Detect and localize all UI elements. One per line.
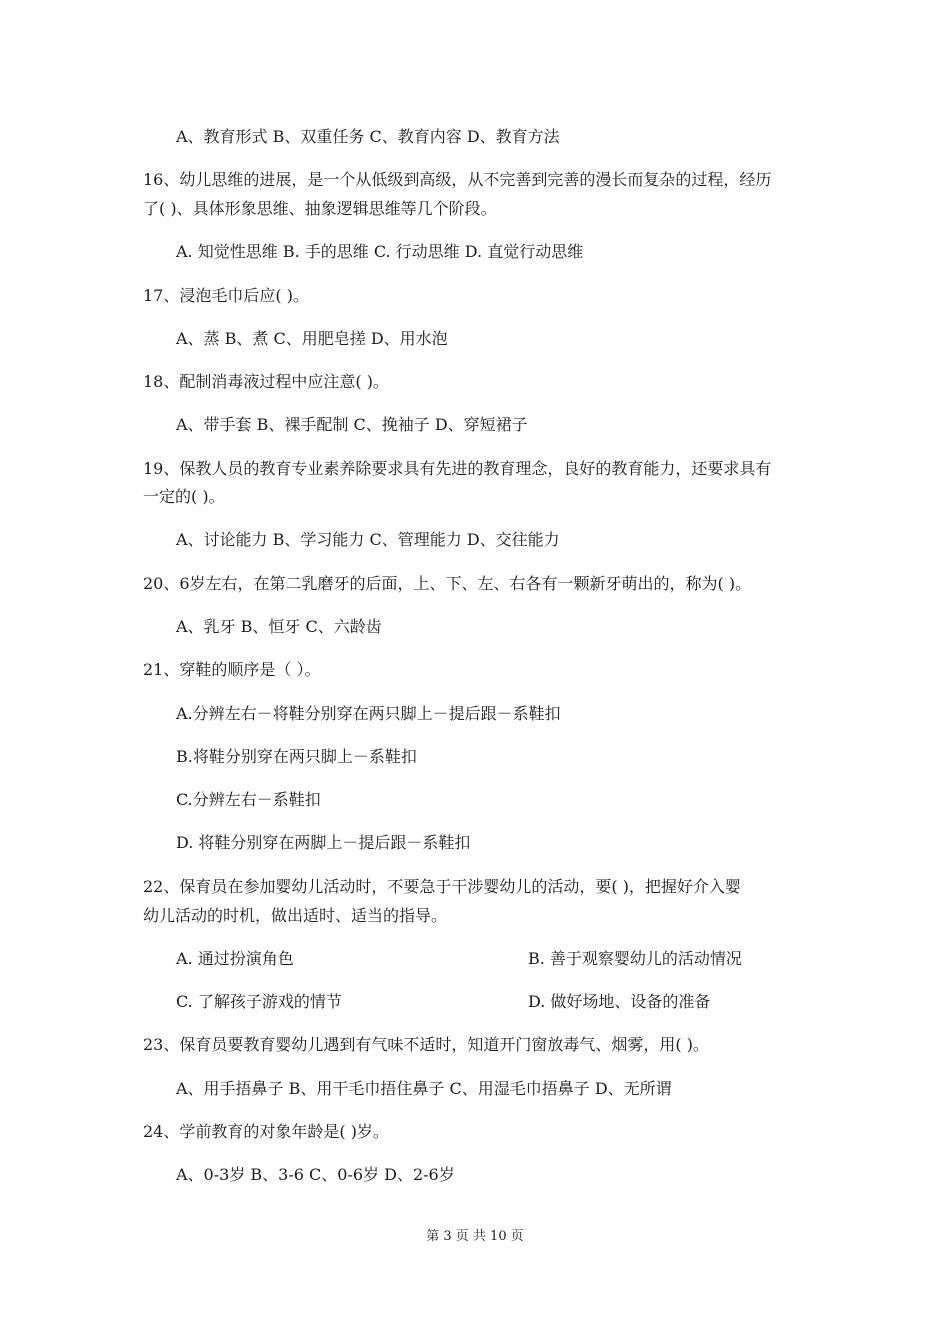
q21-stem: 21、穿鞋的顺序是（ ）。 [143, 660, 321, 679]
q22-option-d: D. 做好场地、设备的准备 [528, 992, 711, 1011]
q24-stem: 24、学前教育的对象年龄是( )岁。 [143, 1122, 389, 1141]
q16-options: A. 知觉性思维 B. 手的思维 C. 行动思维 D. 直觉行动思维 [176, 242, 584, 261]
q22-option-a: A. 通过扮演角色 [176, 949, 294, 968]
page-footer: 第 3 页 共 10 页 [426, 1229, 524, 1244]
q19-options: A、讨论能力 B、学习能力 C、管理能力 D、交往能力 [176, 530, 560, 549]
q21-option-a: A.分辨左右－将鞋分别穿在两只脚上－提后跟－系鞋扣 [176, 704, 561, 723]
q16-stem-line1: 16、幼儿思维的进展，是一个从低级到高级，从不完善到完善的漫长而复杂的过程，经历 [143, 170, 772, 189]
q18-stem: 18、配制消毒液过程中应注意( )。 [143, 372, 389, 391]
q18-options: A、带手套 B、裸手配制 C、挽袖子 D、穿短裙子 [176, 415, 528, 434]
q17-options: A、蒸 B、煮 C、用肥皂搓 D、用水泡 [176, 329, 448, 348]
q21-option-c: C.分辨左右－系鞋扣 [176, 790, 321, 809]
q23-stem: 23、保育员要教育婴幼儿遇到有气味不适时，知道开门窗放毒气、烟雾，用( )。 [143, 1035, 709, 1054]
q22-stem-line1: 22、保育员在参加婴幼儿活动时，不要急于干涉婴幼儿的活动，要( )，把握好介入婴 [143, 877, 741, 896]
q19-stem-line1: 19、保教人员的教育专业素养除要求具有先进的教育理念，良好的教育能力，还要求具有 [143, 459, 772, 478]
q21-option-b: B.将鞋分别穿在两只脚上－系鞋扣 [176, 747, 417, 766]
q16-stem-line2: 了( )、具体形象思维、抽象逻辑思维等几个阶段。 [143, 199, 497, 218]
q21-option-d: D. 将鞋分别穿在两脚上－提后跟－系鞋扣 [176, 833, 471, 852]
q19-stem-line2: 一定的( )。 [143, 487, 225, 506]
q20-stem: 20、6岁左右，在第二乳磨牙的后面，上、下、左、右各有一颗新牙萌出的，称为( )。 [143, 574, 752, 593]
q22-stem-line2: 幼儿活动的时机，做出适时、适当的指导。 [143, 906, 448, 925]
q20-options: A、乳牙 B、恒牙 C、六龄齿 [176, 617, 382, 636]
q24-options: A、0-3岁 B、3-6 C、0-6岁 D、2-6岁 [176, 1165, 455, 1184]
q22-option-b: B. 善于观察婴幼儿的活动情况 [528, 949, 742, 968]
q23-options: A、用手捂鼻子 B、用干毛巾捂住鼻子 C、用湿毛巾捂鼻子 D、无所谓 [176, 1079, 672, 1098]
q22-option-c: C. 了解孩子游戏的情节 [176, 992, 342, 1011]
q17-stem: 17、浸泡毛巾后应( )。 [143, 286, 309, 305]
q15-options: A、教育形式 B、双重任务 C、教育内容 D、教育方法 [176, 127, 560, 146]
